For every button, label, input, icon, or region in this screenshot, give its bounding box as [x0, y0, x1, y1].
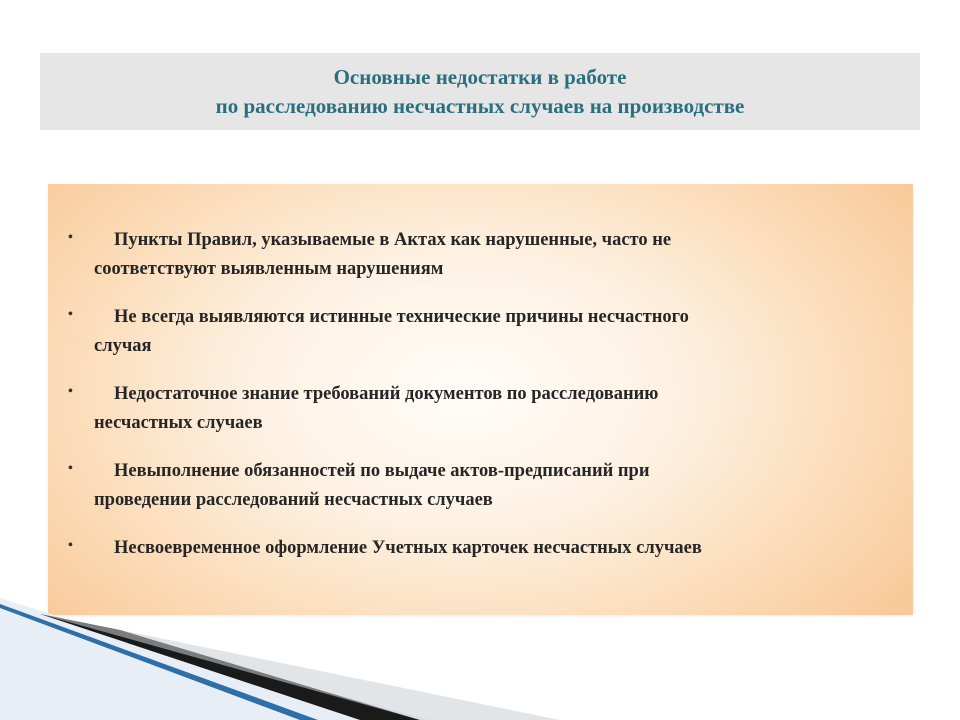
bullet-marker-icon: •	[68, 384, 73, 399]
bullet-item	[48, 303, 913, 361]
bullet-item	[48, 226, 913, 284]
content-panel	[48, 184, 913, 615]
bullet-item	[48, 380, 913, 438]
title-line-1: Основные недостатки в работе	[333, 64, 627, 89]
title-line-2: по расследованию несчастных случаев на производстве	[215, 93, 745, 118]
bullet-text: Недостаточное знание требований документов по расследованию несчастных случаев	[94, 384, 659, 433]
bullet-marker-icon: •	[68, 538, 73, 553]
bullet-marker-icon: •	[68, 307, 73, 322]
bullet-marker-icon: •	[68, 230, 73, 245]
bullet-text: Невыполнение обязанностей по выдаче актов-предписаний при проведении расследований несчастных случаев	[94, 461, 650, 510]
swoosh-decoration	[0, 596, 960, 720]
title-bar	[40, 53, 920, 130]
bullet-item	[48, 457, 913, 515]
bullet-text: Несвоевременное оформление Учетных карточек несчастных случаев	[114, 538, 702, 558]
bullet-text: Не всегда выявляются истинные технические причины несчастного случая	[94, 307, 689, 356]
bullet-item	[48, 534, 913, 563]
bullet-text: Пункты Правил, указываемые в Актах как нарушенные, часто не соответствуют выявленным нарушениям	[94, 230, 672, 279]
bullet-marker-icon: •	[68, 461, 73, 476]
bullet-list	[48, 226, 913, 582]
